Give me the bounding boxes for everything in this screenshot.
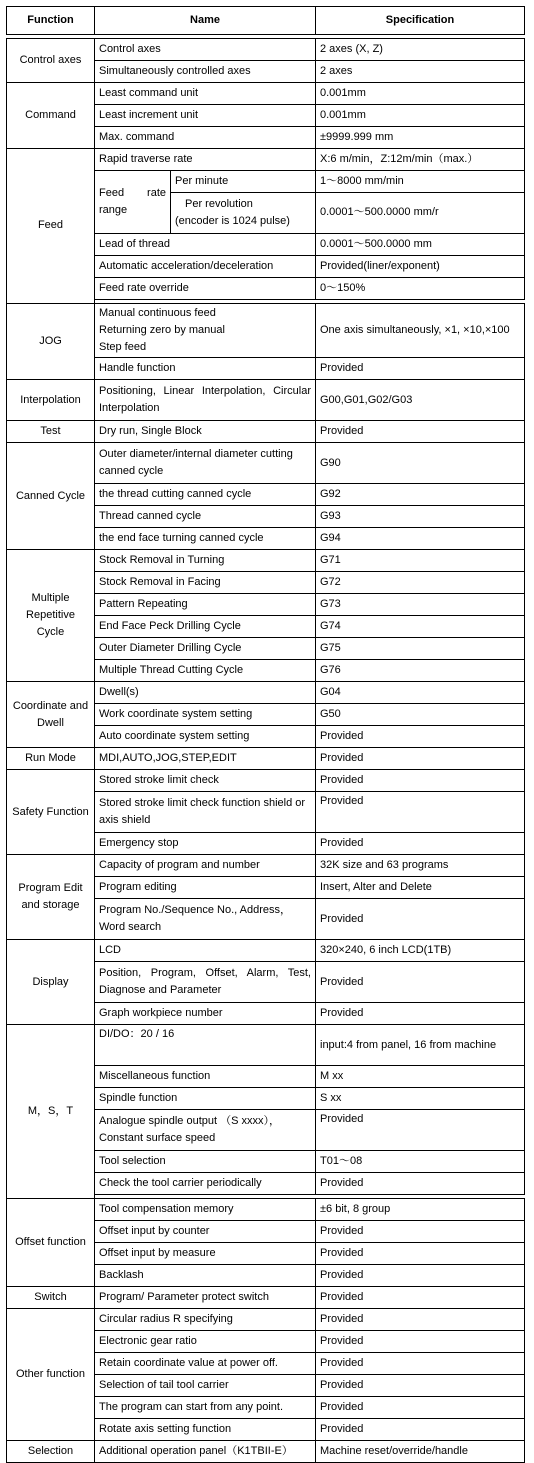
function-cell: Multiple Repetitive Cycle [7,550,95,682]
name-cell: Work coordinate system setting [95,704,316,726]
header-name: Name [95,7,316,35]
function-cell: M，S，T [7,1025,95,1199]
name-cell: MDI,AUTO,JOG,STEP,EDIT [95,748,316,770]
spec-cell: G04 [316,682,525,704]
spec-cell: 320×240, 6 inch LCD(1TB) [316,940,525,962]
spec-cell: ±6 bit, 8 group [316,1199,525,1221]
spec-cell: Provided [316,770,525,792]
name-cell: Program editing [95,877,316,899]
spec-cell: G71 [316,550,525,572]
spec-cell: G93 [316,506,525,528]
function-cell: Safety Function [7,770,95,855]
spec-cell: Machine reset/override/handle [316,1441,525,1463]
spec-cell: Provided [316,1221,525,1243]
name-cell: Additional operation panel（K1TBII-E） [95,1441,316,1463]
name-cell: Simultaneously controlled axes [95,61,316,83]
name-cell: Retain coordinate value at power off. [95,1353,316,1375]
name-cell: End Face Peck Drilling Cycle [95,616,316,638]
name-cell: Tool compensation memory [95,1199,316,1221]
name-cell: Thread canned cycle [95,506,316,528]
name-cell: Max. command [95,127,316,149]
spec-cell: 0.0001～500.0000 mm/r [316,193,525,234]
name-cell: Auto coordinate system setting [95,726,316,748]
name-line: Manual continuous feed [99,307,216,319]
name-cell: Spindle function [95,1088,316,1110]
name-cell: LCD [95,940,316,962]
table-row [7,1309,525,1331]
spec-cell: Provided [316,1003,525,1025]
function-cell: Offset function [7,1199,95,1287]
spec-cell: Provided [316,899,525,940]
name-cell: Program No./Sequence No., Address，Word search [95,899,316,940]
spec-cell: Provided [316,833,525,855]
name-cell: Backlash [95,1265,316,1287]
function-cell: Coordinate and Dwell [7,682,95,748]
table-row [7,443,525,484]
name-cell [171,193,316,234]
spec-cell: Provided [316,1110,525,1151]
name-line: Constant surface speed [99,1132,216,1145]
spec-cell: G73 [316,594,525,616]
spec-cell: T01～08 [316,1151,525,1173]
header-row [7,7,525,35]
spec-cell: G74 [316,616,525,638]
name-cell [95,304,316,358]
spec-cell: S xx [316,1088,525,1110]
table-row [7,855,525,877]
name-cell: Stock Removal in Turning [95,550,316,572]
spec-cell: Provided [316,1287,525,1309]
spec-cell: 2 axes (X, Z) [316,39,525,61]
table-row [7,421,525,443]
table-row [7,748,525,770]
name-line: Step feed [99,341,147,354]
table-row [7,39,525,61]
header-function: Function [7,7,95,35]
spec-cell: Provided [316,748,525,770]
name-cell: Selection of tail tool carrier [95,1375,316,1397]
spec-cell: Provided [316,421,525,443]
function-cell: Interpolation [7,380,95,421]
spec-cell: Provided [316,1243,525,1265]
name-cell: Graph workpiece number [95,1003,316,1025]
function-cell: Feed [7,149,95,304]
name-cell: Automatic acceleration/deceleration [95,256,316,278]
name-cell: Control axes [95,39,316,61]
spec-cell: 0.001mm [316,83,525,105]
specification-table [6,6,525,1463]
name-cell: Rapid traverse rate [95,149,316,171]
spec-cell: One axis simultaneously, ×1, ×10,×100 [316,304,525,358]
name-cell: Program/ Parameter protect switch [95,1287,316,1309]
table-row [7,1287,525,1309]
spec-cell: G75 [316,638,525,660]
name-cell: Check the tool carrier periodically [95,1173,316,1195]
spec-cell: G94 [316,528,525,550]
name-cell: Offset input by measure [95,1243,316,1265]
name-cell: the end face turning canned cycle [95,528,316,550]
name-cell: Handle function [95,358,316,380]
spec-cell: G50 [316,704,525,726]
name-cell: Dwell(s) [95,682,316,704]
spec-cell: G92 [316,484,525,506]
name-cell: Least increment unit [95,105,316,127]
name-cell: Stored stroke limit check [95,770,316,792]
spec-cell: input:4 from panel, 16 from machine [316,1025,525,1066]
name-cell: Electronic gear ratio [95,1331,316,1353]
spec-cell: 0.001mm [316,105,525,127]
name-cell: Outer Diameter Drilling Cycle [95,638,316,660]
name-line: Analogue spindle output （S xxxx）， [99,1115,280,1128]
table-row [7,940,525,962]
name-cell: The program can start from any point. [95,1397,316,1419]
function-cell: Command [7,83,95,149]
spec-cell: Provided(liner/exponent) [316,256,525,278]
table-row [7,83,525,105]
spec-cell: Provided [316,792,525,833]
table-row [7,770,525,792]
function-cell: Selection [7,1441,95,1463]
table-row [7,682,525,704]
spec-cell: Provided [316,962,525,1003]
name-cell: Positioning, Linear Interpolation, Circular Interpolation [95,380,316,421]
function-cell: Program Edit and storage [7,855,95,940]
table-row [7,1025,525,1066]
table-row [7,149,525,171]
name-line: Returning zero by manual [99,324,225,337]
function-cell: Switch [7,1287,95,1309]
spec-cell: ±9999.999 mm [316,127,525,149]
spec-cell: Provided [316,1397,525,1419]
function-cell: Other function [7,1309,95,1441]
spec-cell: X:6 m/min，Z:12m/min（max.） [316,149,525,171]
header-specification: Specification [316,7,525,35]
name-cell: Feed rate override [95,278,316,300]
function-cell: Control axes [7,39,95,83]
spec-cell: Provided [316,1331,525,1353]
spec-cell: 0.0001～500.0000 mm [316,234,525,256]
name-cell: DI/DO：20 / 16 [95,1025,316,1066]
function-cell: Test [7,421,95,443]
name-cell: Emergency stop [95,833,316,855]
spec-cell: Provided [316,726,525,748]
function-cell: JOG [7,304,95,380]
spec-cell: G90 [316,443,525,484]
spec-cell: Provided [316,1265,525,1287]
name-cell: Miscellaneous function [95,1066,316,1088]
function-cell: Canned Cycle [7,443,95,550]
spec-cell: M xx [316,1066,525,1088]
table-row [7,550,525,572]
name-line: Per revolution [185,197,253,210]
spec-cell: 1～8000 mm/min [316,171,525,193]
spec-cell: 0～150% [316,278,525,300]
name-cell: Multiple Thread Cutting Cycle [95,660,316,682]
name-cell: Dry run, Single Block [95,421,316,443]
table-row [7,1199,525,1221]
table-row [7,1441,525,1463]
name-cell: Offset input by counter [95,1221,316,1243]
name-cell: Lead of thread [95,234,316,256]
name-cell: Outer diameter/internal diameter cutting canned cycle [95,443,316,484]
name-cell: Stored stroke limit check function shield or axis shield [95,792,316,833]
name-cell: Position, Program, Offset, Alarm, Test, Diagnose and Parameter [95,962,316,1003]
spec-cell: G00,G01,G02/G03 [316,380,525,421]
spec-cell: Provided [316,1173,525,1195]
function-cell: Display [7,940,95,1025]
table-row [7,380,525,421]
spec-cell: Provided [316,1353,525,1375]
spec-cell: Provided [316,1375,525,1397]
spec-cell: 2 axes [316,61,525,83]
name-cell: the thread cutting canned cycle [95,484,316,506]
spec-cell: 32K size and 63 programs [316,855,525,877]
spec-cell: Provided [316,1309,525,1331]
spec-cell: Insert, Alter and Delete [316,877,525,899]
table-row [7,304,525,358]
name-cell [95,1110,316,1151]
spec-cell: Provided [316,1419,525,1441]
name-cell: Least command unit [95,83,316,105]
name-cell: Pattern Repeating [95,594,316,616]
name-line: (encoder is 1024 pulse) [175,215,290,227]
feed-rate-range-label: Feed rate range [95,171,171,234]
name-cell: Rotate axis setting function [95,1419,316,1441]
name-cell: Tool selection [95,1151,316,1173]
name-cell: Capacity of program and number [95,855,316,877]
spec-cell: G72 [316,572,525,594]
name-cell: Stock Removal in Facing [95,572,316,594]
spec-cell: G76 [316,660,525,682]
spec-cell: Provided [316,358,525,380]
function-cell: Run Mode [7,748,95,770]
name-cell: Per minute [171,171,316,193]
name-cell: Circular radius R specifying [95,1309,316,1331]
spec-sheet [6,6,525,1463]
